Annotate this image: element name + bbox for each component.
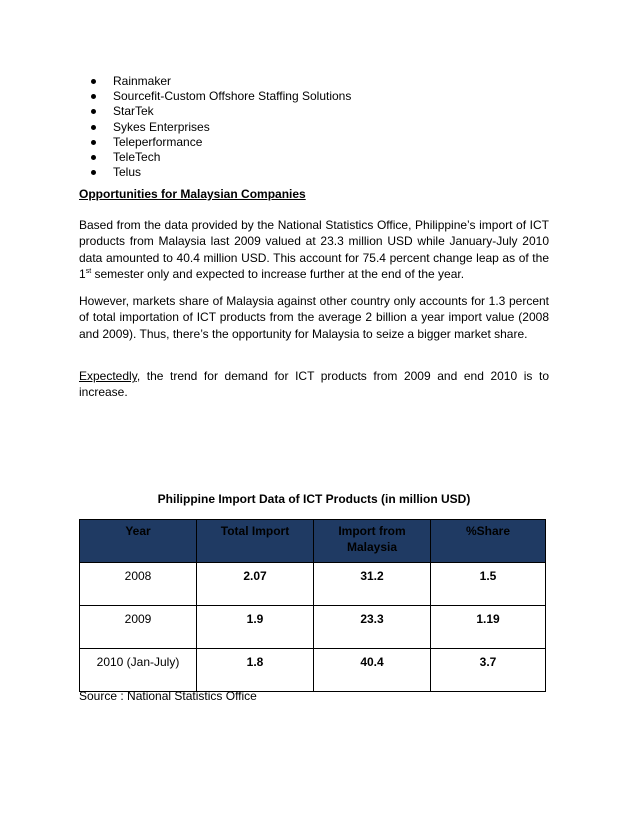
paragraph-text: , the trend for demand for ICT products from 2009 and end 2010 is to increase.: [79, 369, 549, 400]
list-item-text: Rainmaker: [113, 74, 172, 88]
cell-import-from-malaysia: 23.3: [314, 606, 431, 649]
list-item: [84, 165, 351, 180]
list-item: [84, 120, 351, 135]
list-item-text: Telus: [113, 165, 142, 180]
table-row: [80, 649, 546, 692]
cell-year: 2009: [80, 606, 197, 649]
table-title: Philippine Import Data of ICT Products (in million USD): [157, 492, 471, 506]
cell-total-import: 1.8: [197, 649, 314, 692]
superscript: st: [85, 267, 92, 275]
column-header-import-from-malaysia: Import from Malaysia: [314, 520, 431, 563]
list-item: [84, 74, 351, 89]
section-heading: Opportunities for Malaysian Companies: [79, 187, 306, 201]
paragraph-market-share: However, markets share of Malaysia against other country only accounts for 1.3 percent of total importation of ICT products from the average 2 billion a year import value (2008 and 2009). Thus, there’s the opportunity for Malaysia to seize a bigger market share.: [79, 294, 549, 341]
table-row: [80, 563, 546, 606]
list-item-text: Teleperformance: [113, 134, 203, 149]
list-item: [84, 89, 351, 104]
bullet-icon: [91, 125, 96, 130]
paragraph-trend: [79, 368, 549, 401]
cell-import-from-malaysia: 31.2: [314, 563, 431, 606]
underlined-word: Expectedly: [79, 369, 137, 383]
column-header-share: %Share: [431, 520, 546, 563]
company-bullet-list: [84, 74, 351, 180]
cell-share: 1.5: [431, 563, 546, 606]
paragraph-import-data: [79, 217, 549, 282]
cell-year: 2010 (Jan-July): [80, 649, 197, 692]
bullet-icon: [91, 94, 96, 99]
cell-share: 3.7: [431, 649, 546, 692]
paragraph-text: Based from the data provided by the National Statistics Office, Philippine’s import of ICT products from Malaysia last 2009 valued at 23.3 million USD while January-July 2010 data amounted to 40.4 million USD. This account for 75.4 percent change leap as of the 1: [79, 218, 549, 281]
cell-total-import: 2.07: [197, 563, 314, 606]
list-item-text: TeleTech: [113, 149, 161, 164]
source-note: Source : National Statistics Office: [79, 689, 257, 703]
bullet-icon: [91, 109, 96, 114]
bullet-icon: [91, 79, 96, 84]
column-header-total-import: Total Import: [197, 520, 314, 563]
cell-year: 2008: [80, 563, 197, 606]
table-header-row: [80, 520, 546, 563]
list-item-text: StarTek: [113, 104, 154, 119]
list-item: [84, 104, 351, 119]
list-item: [84, 150, 351, 165]
table-row: [80, 606, 546, 649]
cell-total-import: 1.9: [197, 606, 314, 649]
bullet-icon: [91, 140, 96, 145]
column-header-year: Year: [80, 520, 197, 563]
import-data-table: [79, 519, 546, 692]
list-item: [84, 135, 351, 150]
cell-share: 1.19: [431, 606, 546, 649]
bullet-icon: [91, 155, 96, 160]
list-item-text: Sourcefit-Custom Offshore Staffing Solutions: [113, 89, 352, 104]
paragraph-text: semester only and expected to increase further at the end of the year.: [91, 266, 465, 281]
bullet-icon: [91, 170, 96, 175]
list-item-text: Sykes Enterprises: [113, 119, 210, 134]
cell-import-from-malaysia: 40.4: [314, 649, 431, 692]
